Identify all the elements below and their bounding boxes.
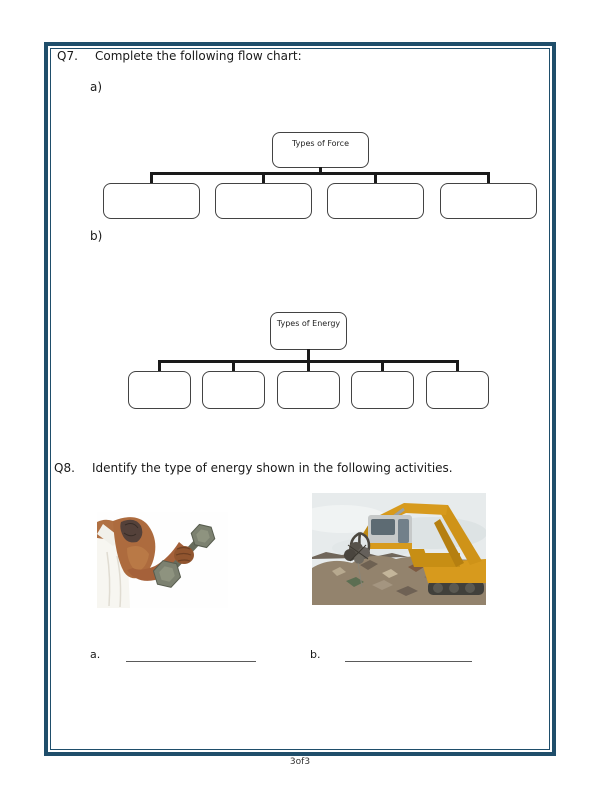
flowchart-blank-box <box>215 183 312 219</box>
answer-a-line <box>126 643 256 662</box>
excavator-image <box>312 493 486 605</box>
connector-line <box>307 362 310 371</box>
q7-number: Q7. <box>57 49 78 63</box>
connector-line <box>150 172 490 175</box>
page-footer: 3of3 <box>289 757 311 767</box>
flowchart-blank-box <box>103 183 200 219</box>
q7-part-b-label: b) <box>90 229 103 243</box>
connector-line <box>158 362 161 371</box>
connector-line <box>381 362 384 371</box>
answer-b-label: b. <box>310 648 321 661</box>
excavator-illustration <box>312 493 486 605</box>
answer-b-line <box>345 643 472 662</box>
flowchart-blank-box <box>351 371 414 409</box>
q8-prompt: Identify the type of energy shown in the following activities. <box>92 461 453 475</box>
arm-dumbbell-image <box>97 512 228 608</box>
flowchart-blank-box <box>426 371 489 409</box>
flowchart-blank-box <box>128 371 191 409</box>
q7-prompt: Complete the following flow chart: <box>95 49 302 63</box>
arm-dumbbell-illustration <box>97 512 228 608</box>
flowchart-blank-box <box>202 371 265 409</box>
connector-line <box>262 174 265 183</box>
flowchart-energy-root-label: Types of Energy <box>276 319 341 328</box>
answer-a-label: a. <box>90 648 101 661</box>
connector-line <box>232 362 235 371</box>
q7-part-a-label: a) <box>90 80 103 94</box>
flowchart-force-root-box <box>272 132 369 168</box>
q8-number: Q8. <box>54 461 75 475</box>
flowchart-blank-box <box>277 371 340 409</box>
flowchart-blank-box <box>440 183 537 219</box>
connector-line <box>150 174 153 183</box>
flowchart-blank-box <box>327 183 424 219</box>
connector-line <box>374 174 377 183</box>
flowchart-energy-root-box <box>270 312 347 350</box>
flowchart-force-root-label: Types of Force <box>292 139 349 148</box>
connector-line <box>456 362 459 371</box>
connector-line <box>487 174 490 183</box>
